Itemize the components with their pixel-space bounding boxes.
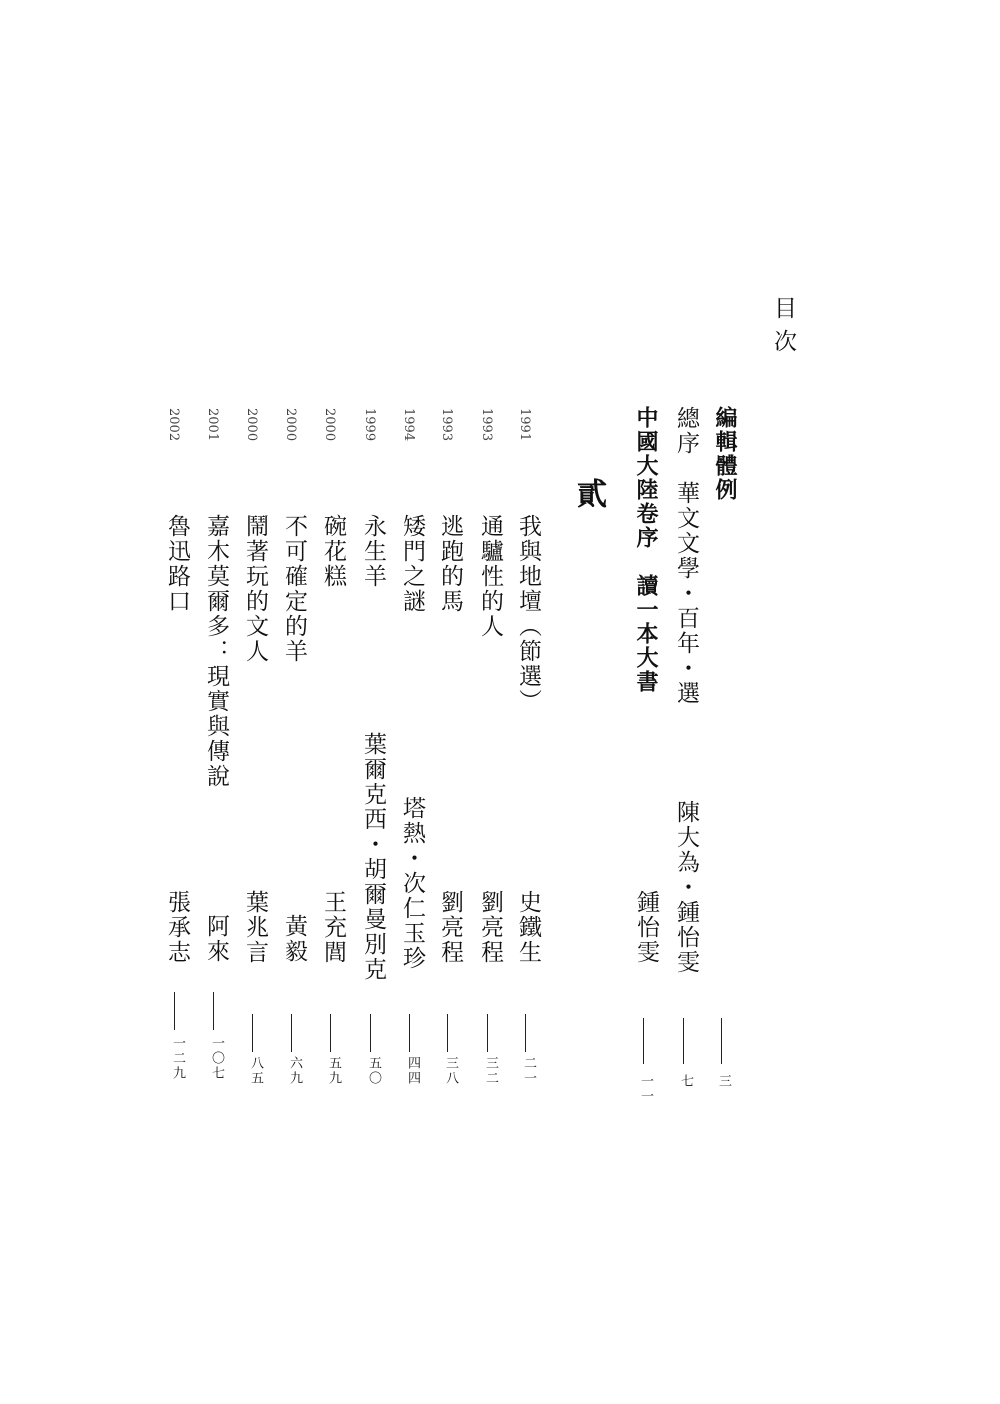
entry-page: 八五 (248, 1056, 263, 1086)
leader-dash (721, 1018, 722, 1064)
entry-page: 三八 (443, 1056, 458, 1086)
entry-page: 五〇 (366, 1056, 381, 1086)
entry-title: 嘉木莫爾多：現實與傳說 (203, 514, 229, 789)
entry-page: 一二九 (170, 1036, 185, 1081)
entry-year: 1999 (362, 408, 377, 442)
leader-dash (330, 1014, 331, 1052)
entry-author: 史鐵生 (515, 890, 541, 965)
entry-year: 2001 (205, 408, 220, 442)
entry-page: 二一 (521, 1056, 536, 1086)
entry-author: 葉兆言 (242, 890, 268, 965)
entry-title: 矮門之謎 (399, 514, 425, 614)
entry-author: 黃毅 (281, 914, 307, 964)
entry-year: 2000 (322, 408, 337, 442)
entry-author: 劉亮程 (437, 890, 463, 965)
front-title-editorial: 編輯體例 (712, 406, 737, 502)
entry-year: 2000 (244, 408, 259, 442)
entry-page: 四四 (405, 1056, 420, 1086)
entry-year: 1993 (479, 408, 494, 442)
entry-title: 碗花糕 (320, 514, 346, 589)
page-title: 目次 (770, 296, 796, 362)
entry-author: 葉爾克西・胡爾曼別克 (360, 732, 386, 982)
entry-author: 塔熱・次仁玉珍 (399, 796, 425, 971)
entry-page: 五九 (326, 1056, 341, 1086)
entry-page: 三二 (483, 1056, 498, 1086)
front-page-volume-preface: 一一 (638, 1074, 653, 1104)
entry-author: 阿來 (203, 914, 229, 964)
leader-dash (683, 1018, 684, 1064)
front-page-editorial: 三 (716, 1074, 731, 1089)
entry-title: 鬧著玩的文人 (242, 514, 268, 664)
entry-title: 永生羊 (360, 514, 386, 589)
front-author-general-preface: 陳大為・鍾怡雯 (673, 800, 699, 975)
leader-dash (370, 1014, 371, 1052)
entry-title: 魯迅路口 (164, 514, 190, 614)
entry-year: 1991 (517, 408, 532, 442)
entry-title: 不可確定的羊 (281, 514, 307, 664)
section-heading: 貳 (571, 478, 606, 508)
entry-author: 劉亮程 (477, 890, 503, 965)
entry-page: 一〇七 (209, 1036, 224, 1081)
front-author-volume-preface: 鍾怡雯 (633, 890, 659, 965)
entry-year: 1994 (401, 408, 416, 442)
entry-title: 逃跑的馬 (437, 514, 463, 614)
entry-year: 2000 (283, 408, 298, 442)
leader-dash (525, 1014, 526, 1052)
leader-dash (291, 1014, 292, 1052)
front-title-volume-preface: 中國大陸卷序 讀一本大書 (633, 406, 658, 694)
leader-dash (409, 1014, 410, 1052)
entry-page: 六九 (287, 1056, 302, 1086)
entry-title: 我與地壇（節選） (515, 514, 541, 714)
leader-dash (643, 1018, 644, 1064)
entry-author: 張承志 (164, 890, 190, 965)
leader-dash (213, 992, 214, 1030)
front-page-general-preface: 七 (678, 1074, 693, 1089)
leader-dash (487, 1014, 488, 1052)
entry-year: 1993 (439, 408, 454, 442)
entry-author: 王充閭 (320, 890, 346, 965)
front-title-general-preface: 總序 華文文學・百年・選 (673, 406, 699, 706)
leader-dash (174, 992, 175, 1030)
leader-dash (447, 1014, 448, 1052)
entry-title: 通驢性的人 (477, 514, 503, 639)
entry-year: 2002 (166, 408, 181, 442)
leader-dash (252, 1014, 253, 1052)
